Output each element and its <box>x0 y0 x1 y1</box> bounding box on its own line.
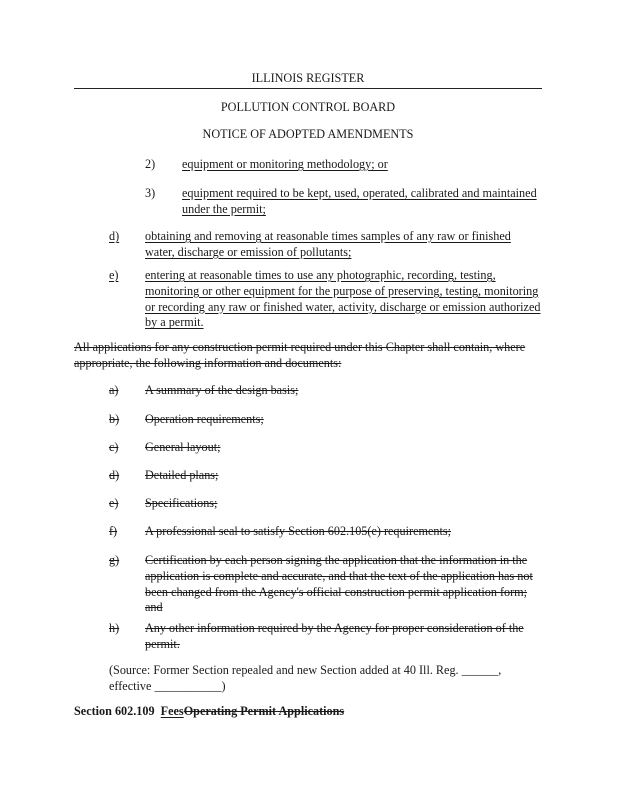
deleted-item-label: d) <box>109 468 120 482</box>
section-heading <box>74 704 344 720</box>
deleted-item-label: a) <box>109 383 119 397</box>
item-text: entering at reasonable times to use any photographic, recording, testing, monitoring or other equipment for the purpose of preserving, testing, monitoring or recording any raw or finished water, activity, discharge or emission authorized by a permit. <box>145 268 541 330</box>
deleted-intro: All applications for any construction permit required under this Chapter shall contain, where appropriate, the following information and documents: <box>74 340 526 370</box>
deleted-item-label: b) <box>109 412 120 426</box>
item-label: 3) <box>145 186 156 200</box>
source-note <box>109 663 542 695</box>
deleted-item-text: General layout; <box>145 440 221 454</box>
source-line-2: effective ___________) <box>109 678 226 693</box>
item-label: d) <box>109 229 120 243</box>
section-title-deleted: Operating Permit Applications <box>183 704 345 718</box>
deleted-item-text: Certification by each person signing the application that the information in the application is complete and accurate, and that the text of the application has not been changed from the Agency's official construction permit application form; and <box>145 553 533 615</box>
header-rule <box>74 88 542 89</box>
notice-title: NOTICE OF ADOPTED AMENDMENTS <box>202 127 414 141</box>
deleted-item-text: Operation requirements; <box>145 412 264 426</box>
deleted-item-text: Any other information required by the Agency for proper consideration of the permit. <box>145 621 524 651</box>
section-number: Section 602.109 <box>74 704 155 718</box>
deleted-item-label: f) <box>109 524 118 538</box>
deleted-item-text: A professional seal to satisfy Section 602.105(e) requirements; <box>145 524 451 538</box>
deleted-item-label: g) <box>109 553 120 567</box>
deleted-item-text: Specifications; <box>145 496 218 510</box>
deleted-item-label: e) <box>109 496 119 510</box>
board-title: POLLUTION CONTROL BOARD <box>220 100 396 114</box>
item-text: obtaining and removing at reasonable times samples of any raw or finished water, discharge or emission of pollutants; <box>145 229 511 259</box>
deleted-item-label: h) <box>109 621 120 635</box>
register-title: ILLINOIS REGISTER <box>251 71 365 85</box>
item-label: e) <box>109 268 119 282</box>
deleted-item-label: c) <box>109 440 119 454</box>
item-label: 2) <box>145 157 156 171</box>
item-text: equipment required to be kept, used, operated, calibrated and maintained under the permit; <box>182 186 537 216</box>
source-line-1: (Source: Former Section repealed and new Section added at 40 Ill. Reg. ______, <box>109 663 502 677</box>
item-text: equipment or monitoring methodology; or <box>182 157 388 171</box>
deleted-item-text: Detailed plans; <box>145 468 219 482</box>
deleted-item-text: A summary of the design basis; <box>145 383 299 397</box>
section-title-added: Fees <box>160 704 184 718</box>
